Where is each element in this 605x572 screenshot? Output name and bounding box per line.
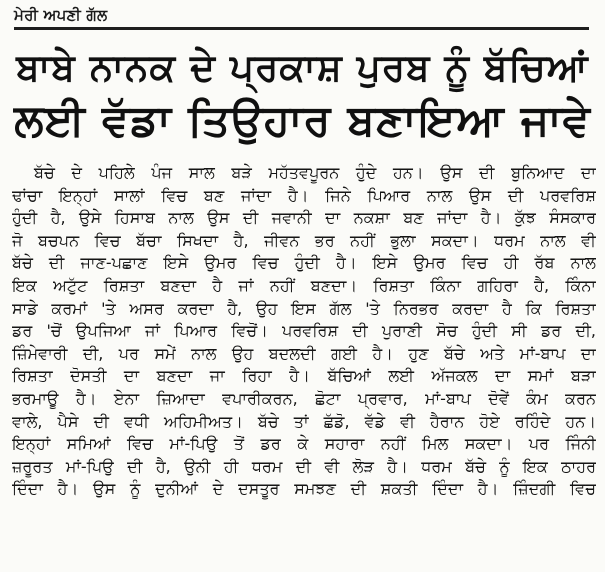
body-line: ਜ਼ਿੰਮੇਵਾਰੀ ਦੀ, ਪਰ ਸਮੇਂ ਨਾਲ ਉਹ ਬਦਲਦੀ ਗਈ ਹੈ। ਹੁਣ ਬੱਚੇ ਅਤੇ ਮਾਂ-ਬਾਪ ਦਾ	[12, 343, 596, 363]
body-line: ਡਰ 'ਚੋਂ ਉਪਜਿਆ ਜਾਂ ਪਿਆਰ ਵਿਚੋਂ। ਪਰਵਰਿਸ਼ ਦੀ ਪੁਰਾਣੀ ਸੋਚ ਹੁੰਦੀ ਸੀ ਡਰ ਦੀ,	[12, 321, 596, 341]
headline-line: ਬਾਬੇ ਨਾਨਕ ਦੇ ਪ੍ਰਕਾਸ਼ ਪੁਰਬ ਨੂੰ ਬੱਚਿਆਂ	[16, 45, 589, 89]
section-label: ਮੇਰੀ ਅਪਣੀ ਗੱਲ	[14, 6, 108, 24]
body-line: ਵਾਲੇ, ਪੈਸੇ ਦੀ ਵਧੀ ਅਹਿਮੀਅਤ। ਬੱਚੇ ਤਾਂ ਛੱਡੋ, ਵੱਡੇ ਵੀ ਹੈਰਾਨ ਹੋਏ ਰਹਿੰਦੇ ਹਨ।	[12, 411, 596, 431]
section-divider	[14, 27, 589, 30]
body-line: ਜੋ ਬਚਪਨ ਵਿਚ ਬੱਚਾ ਸਿਖਦਾ ਹੈ, ਜੀਵਨ ਭਰ ਨਹੀਂ ਭੁਲਾ ਸਕਦਾ। ਧਰਮ ਨਾਲ ਵੀ	[12, 230, 596, 250]
body-line: ਹੁੰਦੀ ਹੈ, ਉਸੇ ਹਿਸਾਬ ਨਾਲ ਉਸ ਦੀ ਜਵਾਨੀ ਦਾ ਨਕਸ਼ਾ ਬਣ ਜਾਂਦਾ ਹੈ। ਕੁੱਝ ਸੰਸਕਾਰ	[12, 208, 596, 228]
article-body	[12, 162, 596, 572]
body-line: ਇਨ੍ਹਾਂ ਸਮਿਆਂ ਵਿਚ ਮਾਂ-ਪਿਉ ਤੋਂ ਡਰ ਕੇ ਸਹਾਰਾ ਨਹੀਂ ਮਿਲ ਸਕਦਾ। ਪਰ ਜਿੰਨੀ	[12, 434, 596, 454]
body-line: ਇਕ ਅਟੁੱਟ ਰਿਸ਼ਤਾ ਬਣਦਾ ਹੈ ਜਾਂ ਨਹੀਂ ਬਣਦਾ। ਰਿਸ਼ਤਾ ਕਿੰਨਾ ਗਹਿਰਾ ਹੈ, ਕਿੰਨਾ	[12, 275, 596, 295]
body-line: ਭਰਮਾਊ ਹੈ। ਏਨਾ ਜ਼ਿਆਦਾ ਵਪਾਰੀਕਰਨ, ਛੋਟਾ ਪ੍ਰਵਾਰ, ਮਾਂ-ਬਾਪ ਦੋਵੇਂ ਕੰਮ ਕਰਨ	[12, 388, 596, 408]
article-headline	[14, 40, 591, 148]
headline-line: ਲਈ ਵੱਡਾ ਤਿਉਹਾਰ ਬਣਾਇਆ ਜਾਵੇ	[14, 96, 591, 146]
body-line: ਬੱਚੇ ਦੇ ਪਹਿਲੇ ਪੰਜ ਸਾਲ ਬੜੇ ਮਹੱਤਵਪੂਰਨ ਹੁੰਦੇ ਹਨ। ਉਸ ਦੀ ਬੁਨਿਆਦ ਦਾ	[34, 163, 596, 182]
body-line: ਬੱਚੇ ਦੀ ਜਾਣ-ਪਛਾਣ ਇਸੇ ਉਮਰ ਵਿਚ ਹੁੰਦੀ ਹੈ। ਇਸੇ ਉਮਰ ਵਿਚ ਹੀ ਰੱਬ ਨਾਲ	[12, 253, 596, 273]
body-line: ਢਾਂਚਾ ਇਨ੍ਹਾਂ ਸਾਲਾਂ ਵਿਚ ਬਣ ਜਾਂਦਾ ਹੈ। ਜਿਨੇ ਪਿਆਰ ਨਾਲ ਉਸ ਦੀ ਪਰਵਰਿਸ਼	[12, 185, 596, 205]
body-line: ਰਿਸ਼ਤਾ ਦੋਸਤੀ ਦਾ ਬਣਦਾ ਜਾ ਰਿਹਾ ਹੈ। ਬੱਚਿਆਂ ਲਈ ਅੱਜਕਲ ਦਾ ਸਮਾਂ ਬੜਾ	[12, 366, 596, 386]
body-line: ਦਿੰਦਾ ਹੈ। ਉਸ ਨੂੰ ਦੁਨੀਆਂ ਦੇ ਦਸਤੂਰ ਸਮਝਣ ਦੀ ਸ਼ਕਤੀ ਦਿੰਦਾ ਹੈ। ਜ਼ਿੰਦਗੀ ਵਿਚ	[12, 479, 596, 499]
body-line: ਜ਼ਰੂਰਤ ਮਾਂ-ਪਿਉ ਦੀ ਹੈ, ਉਨੀ ਹੀ ਧਰਮ ਦੀ ਵੀ ਲੋੜ ਹੈ। ਧਰਮ ਬੱਚੇ ਨੂੰ ਇਕ ਠਾਹਰ	[12, 456, 596, 476]
body-line: ਸਾਡੇ ਕਰਮਾਂ 'ਤੇ ਅਸਰ ਕਰਦਾ ਹੈ, ਉਹ ਇਸ ਗੱਲ 'ਤੇ ਨਿਰਭਰ ਕਰਦਾ ਹੈ ਕਿ ਰਿਸ਼ਤਾ	[12, 298, 596, 318]
